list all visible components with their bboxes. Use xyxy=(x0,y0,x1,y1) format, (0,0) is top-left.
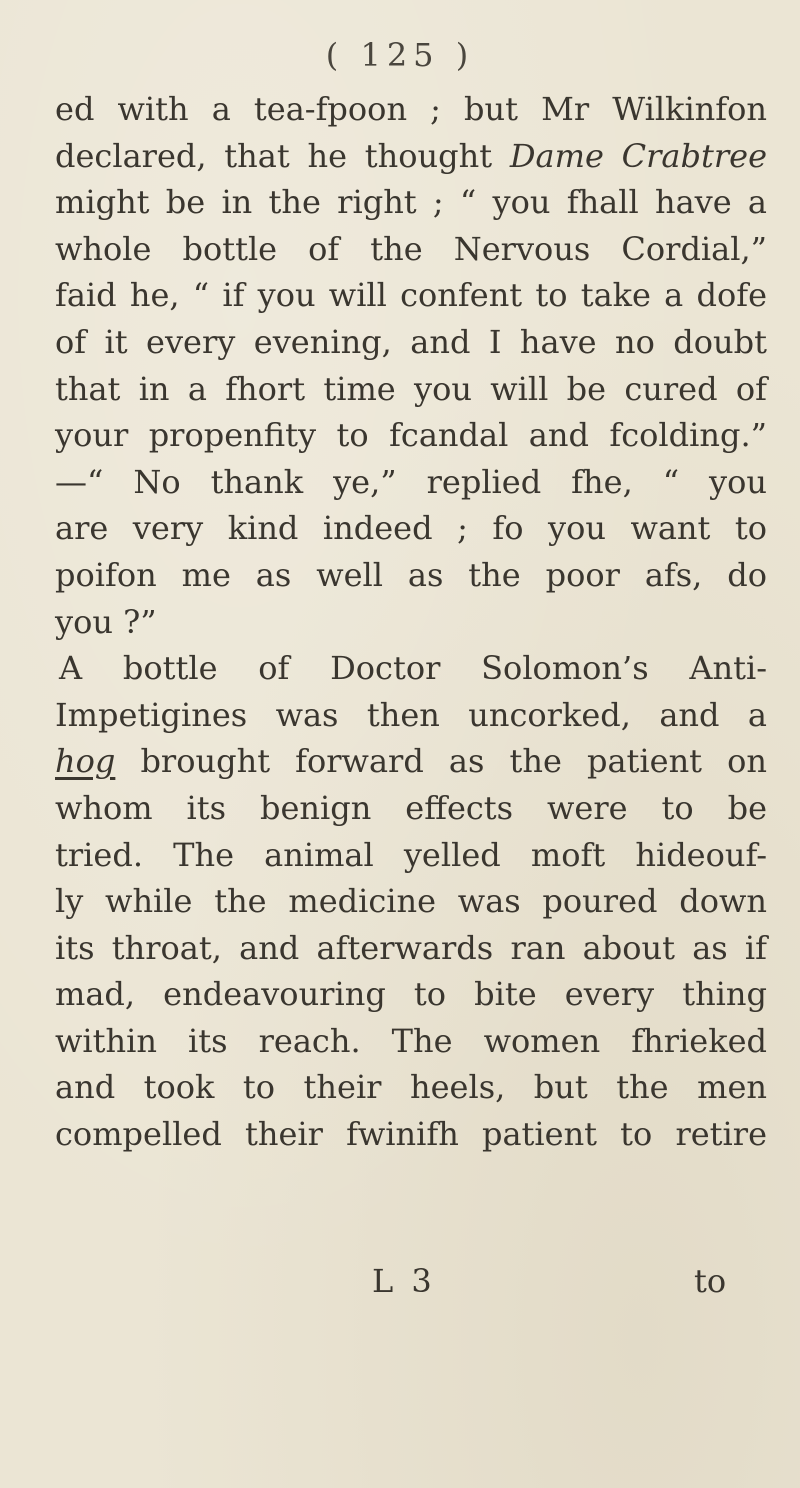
text-line: and took to their heels, but the men xyxy=(55,1068,767,1107)
text-line: you ?” xyxy=(55,602,157,641)
text-span: brought forward as the patient on xyxy=(115,742,767,781)
text-span: declared, that he thought xyxy=(55,136,510,175)
text-line: of it every evening, and I have no doubt xyxy=(55,322,767,361)
text-line: ed with a tea-fpoon ; but Mr Wilkinfon xyxy=(55,90,767,128)
text-line: whole bottle of the Nervous Cordial,” xyxy=(55,229,767,268)
text-line: compelled their fwinifh patient to retire xyxy=(55,1115,767,1154)
text-line: tried. The animal yelled moft hideouf- xyxy=(55,835,767,874)
italic-name: Dame Crabtree xyxy=(509,136,768,175)
text-line: that in a fhort time you will be cured of xyxy=(55,369,767,408)
text-line xyxy=(55,133,767,180)
body-text xyxy=(55,86,767,1158)
page-footer xyxy=(0,1262,800,1308)
text-line: ly while the medicine was poured down xyxy=(55,882,767,921)
page-number-header: ( 125 ) xyxy=(325,36,475,74)
text-line: whom its benign effects were to be xyxy=(55,788,767,827)
text-line: poifon me as well as the poor afs, do xyxy=(55,555,767,594)
text-line: A bottle of Doctor Solomon’s Anti- xyxy=(59,649,767,688)
text-line: —“ No thank ye,” replied fhe, “ you xyxy=(55,462,767,501)
italic-word: hog xyxy=(55,742,116,781)
text-line: your propenfity to fcandal and fcolding.” xyxy=(55,416,767,455)
text-line: mad, endeavouring to bite every thing xyxy=(55,975,767,1014)
catchword: to xyxy=(694,1262,727,1300)
signature-mark: L 3 xyxy=(372,1262,436,1300)
text-line: its throat, and afterwards ran about as if xyxy=(55,928,767,967)
text-line: are very kind indeed ; fo you want to xyxy=(55,509,767,548)
text-line: might be in the right ; “ you fhall have a xyxy=(55,183,767,222)
text-line: within its reach. The women fhrieked xyxy=(55,1021,767,1060)
text-line xyxy=(55,738,767,785)
text-line: faid he, “ if you will confent to take a dofe xyxy=(55,276,767,315)
text-line: Impetigines was then uncorked, and a xyxy=(55,695,767,734)
